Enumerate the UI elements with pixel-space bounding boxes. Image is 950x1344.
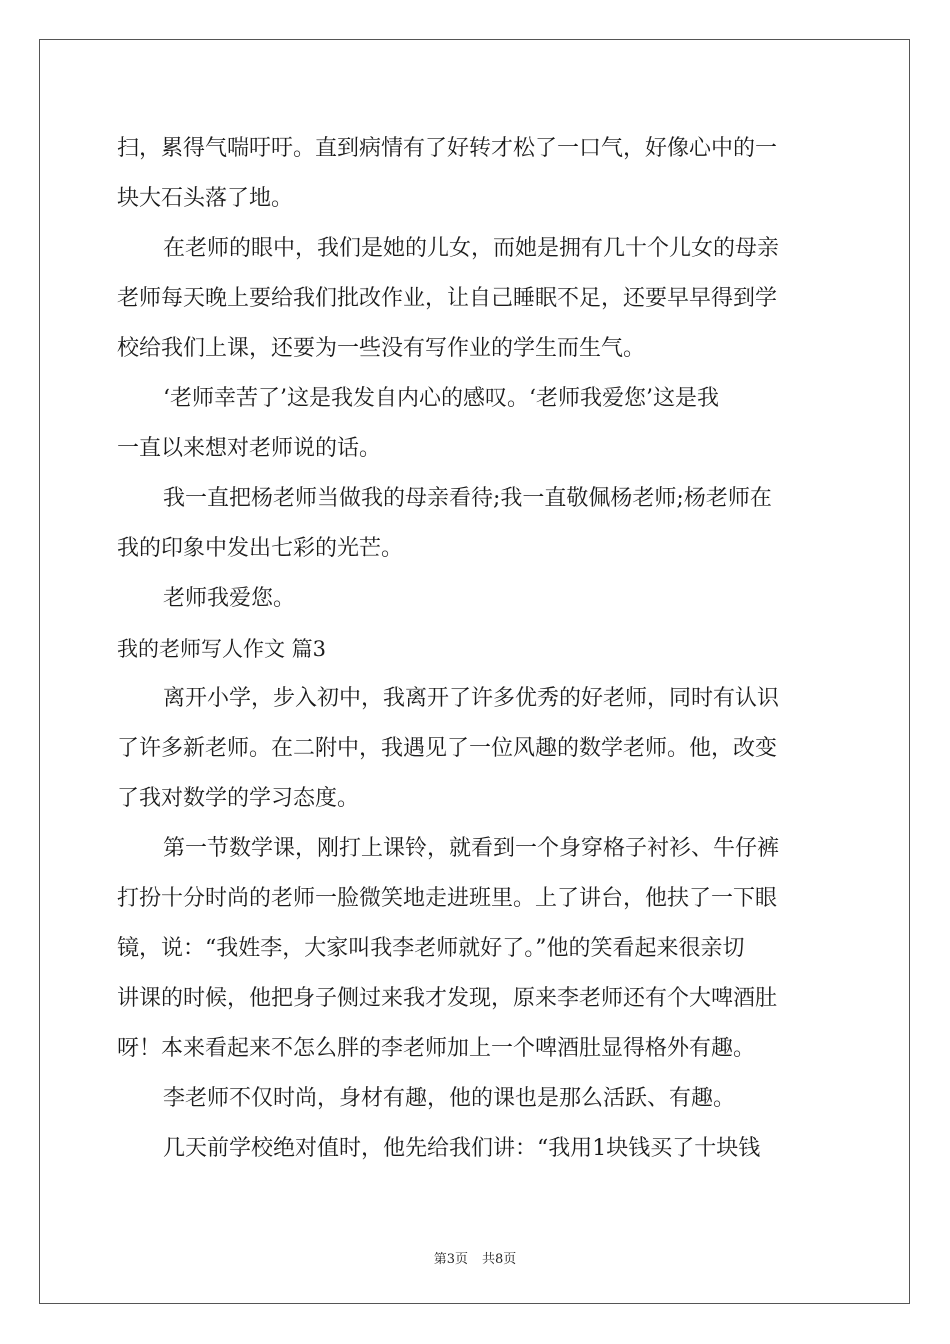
page-footer: [0, 1248, 950, 1267]
text-line-20: 李老师不仅时尚，身材有趣，他的课也是那么活跃、有趣。: [163, 1086, 736, 1111]
text-line-10: 老师我爱您。: [163, 586, 296, 611]
text-line-5: 校给我们上课，还要为一些没有写作业的学生而生气。: [117, 336, 646, 361]
text-line-13: 了许多新老师。在二附中，我遇见了一位风趣的数学老师。他，改变: [117, 736, 778, 761]
text-line-1: 扫，累得气喘吁吁。直到病情有了好转才松了一口气，好像心中的一: [117, 136, 778, 161]
text-line-3: 在老师的眼中，我们是她的儿女，而她是拥有几十个儿女的母亲: [163, 236, 780, 261]
text-line-14: 了我对数学的学习态度。: [117, 786, 360, 811]
text-line-19: 呀！本来看起来不怎么胖的李老师加上一个啤酒肚显得格外有趣。: [117, 1036, 756, 1061]
text-line-15: 第一节数学课，刚打上课铃，就看到一个身穿格子衬衫、牛仔裤: [163, 836, 780, 861]
text-line-7: 一直以来想对老师说的话。: [117, 436, 382, 461]
text-line-8: 我一直把杨老师当做我的母亲看待;我一直敬佩杨老师;杨老师在: [163, 486, 772, 511]
text-line-17: 镜，说：“我姓李，大家叫我李老师就好了。”他的笑看起来很亲切: [117, 936, 745, 961]
page-total: 共8页: [482, 1252, 517, 1267]
document-body: [117, 124, 833, 1174]
section-heading: 我的老师写人作文 篇3: [117, 637, 327, 661]
text-line-9: 我的印象中发出七彩的光芒。: [117, 536, 404, 561]
text-line-16: 打扮十分时尚的老师一脸微笑地走进班里。上了讲台，他扶了一下眼: [117, 886, 778, 911]
text-line-4: 老师每天晚上要给我们批改作业，让自己睡眠不足，还要早早得到学: [117, 286, 778, 311]
text-line-12: 离开小学，步入初中，我离开了许多优秀的好老师，同时有认识: [163, 686, 780, 711]
text-line-2: 块大石头落了地。: [117, 186, 294, 211]
text-line-6: ‘老师幸苦了’这是我发自内心的感叹。‘老师我爱您’这是我: [163, 386, 719, 411]
text-line-21: 几天前学校绝对值时，他先给我们讲：“我用1块钱买了十块钱: [163, 1136, 761, 1161]
text-line-18: 讲课的时候，他把身子侧过来我才发现，原来李老师还有个大啤酒肚: [117, 986, 778, 1011]
page-number: 第3页: [433, 1252, 468, 1267]
